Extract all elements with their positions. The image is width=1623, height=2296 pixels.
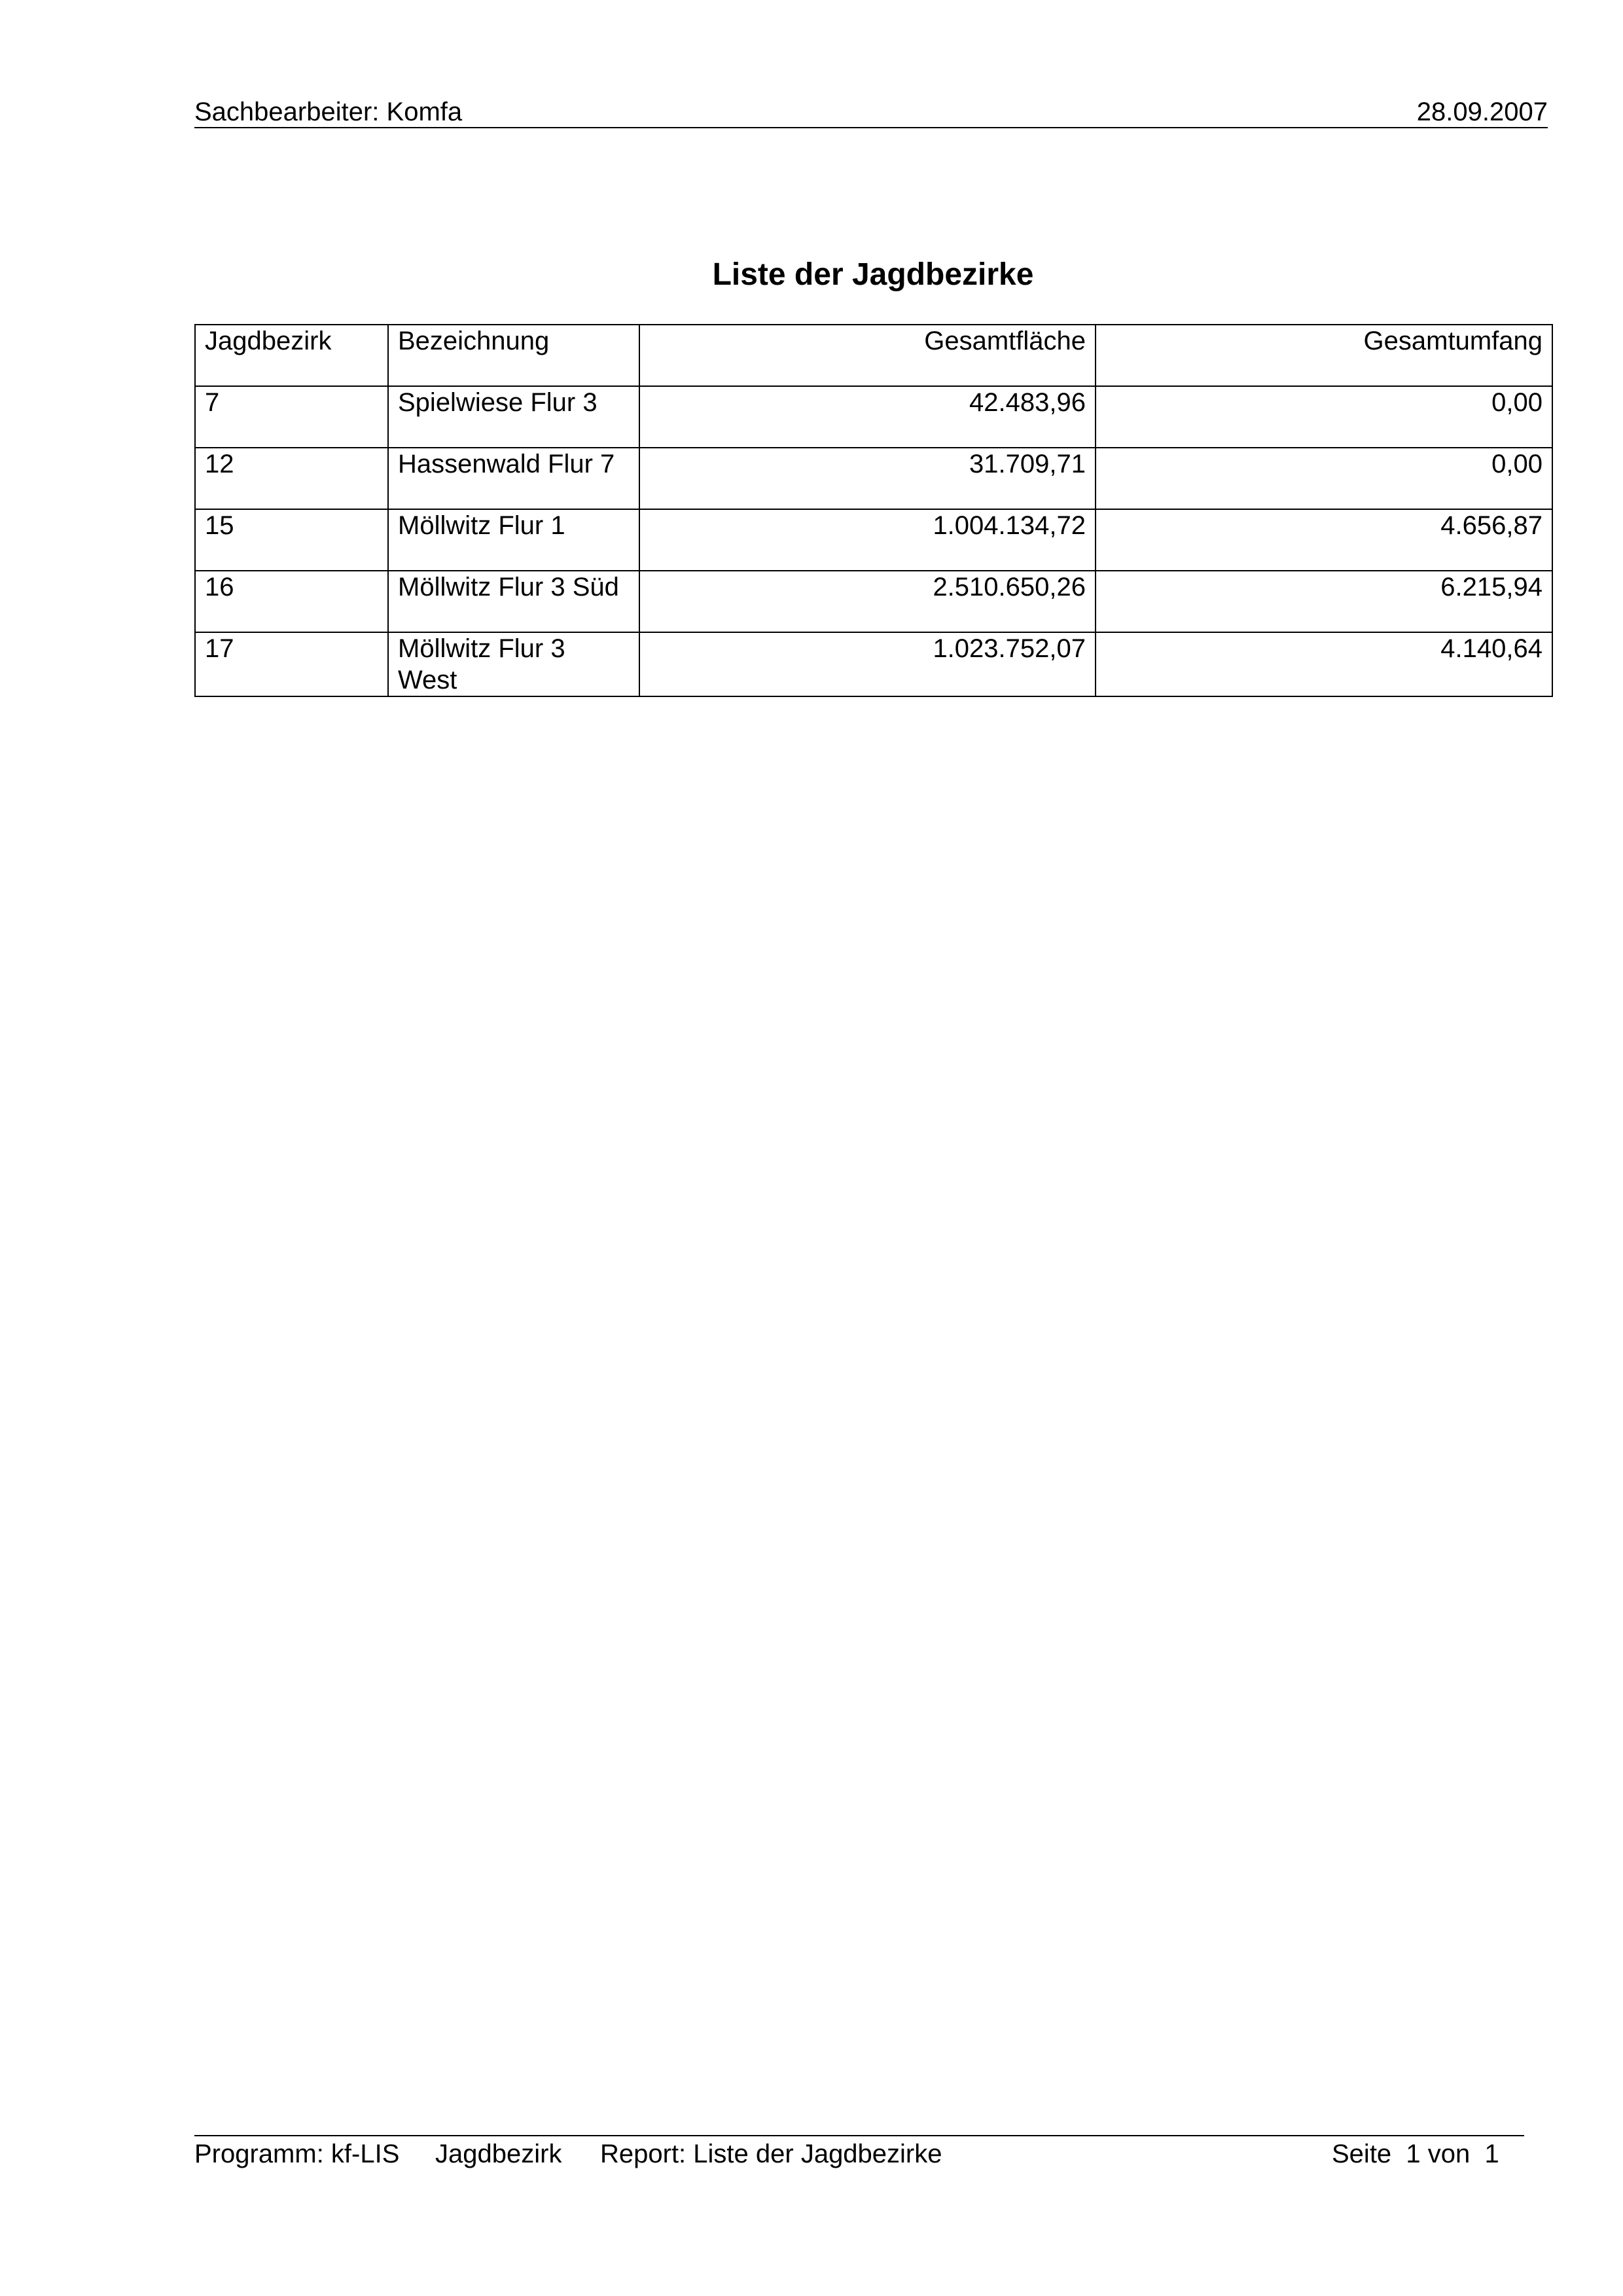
cell-gesamtflaeche: 31.709,71 [639,448,1096,509]
cell-jagdbezirk: 15 [195,509,388,571]
cell-bezeichnung: Spielwiese Flur 3 [388,386,639,448]
footer-program: Programm: kf-LIS [194,2140,400,2168]
page-header [194,97,1548,128]
cell-gesamtumfang: 4.656,87 [1096,509,1552,571]
table-row [195,571,1552,632]
cell-gesamtflaeche: 42.483,96 [639,386,1096,448]
column-header-bezeichnung: Bezeichnung [388,325,639,386]
cell-jagdbezirk: 12 [195,448,388,509]
column-header-gesamtumfang: Gesamtumfang [1096,325,1552,386]
table-header-row [195,325,1552,386]
cell-gesamtumfang: 0,00 [1096,386,1552,448]
footer-page-number: Seite 1 von 1 [1332,2140,1499,2168]
column-header-gesamtflaeche: Gesamtfläche [639,325,1096,386]
footer-report: Report: Liste der Jagdbezirke [600,2140,942,2168]
cell-gesamtumfang: 4.140,64 [1096,632,1552,696]
page-title: Liste der Jagdbezirke [712,257,1034,292]
cell-gesamtflaeche: 1.023.752,07 [639,632,1096,696]
cell-jagdbezirk: 7 [195,386,388,448]
table-row [195,509,1552,571]
cell-jagdbezirk: 17 [195,632,388,696]
table-row [195,632,1552,696]
cell-jagdbezirk: 16 [195,571,388,632]
table-row [195,386,1552,448]
footer-module: Jagdbezirk [435,2140,562,2168]
cell-bezeichnung: Hassenwald Flur 7 [388,448,639,509]
cell-gesamtumfang: 0,00 [1096,448,1552,509]
cell-bezeichnung: Möllwitz Flur 3 West [388,632,639,696]
cell-gesamtumfang: 6.215,94 [1096,571,1552,632]
clerk-label: Sachbearbeiter: Komfa [194,98,463,126]
table-row [195,448,1552,509]
cell-bezeichnung: Möllwitz Flur 1 [388,509,639,571]
cell-bezeichnung: Möllwitz Flur 3 Süd [388,571,639,632]
column-header-jagdbezirk: Jagdbezirk [195,325,388,386]
cell-gesamtflaeche: 1.004.134,72 [639,509,1096,571]
cell-gesamtflaeche: 2.510.650,26 [639,571,1096,632]
jagdbezirk-table [194,324,1553,697]
page-footer [194,2135,1524,2168]
report-date: 28.09.2007 [1416,98,1548,126]
